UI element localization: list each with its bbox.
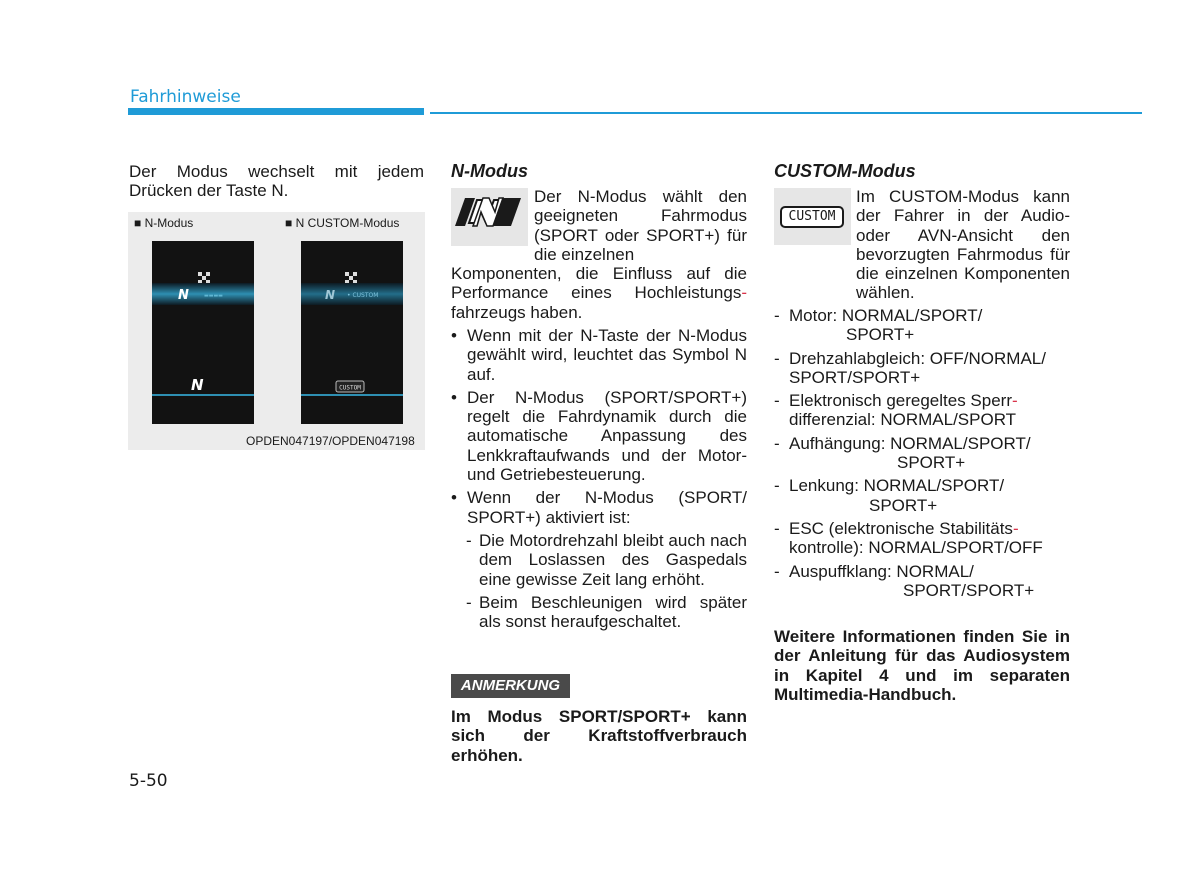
n-custom-display-graphic	[301, 241, 403, 424]
n-mode-display-graphic	[152, 241, 254, 424]
list-item	[774, 562, 1070, 601]
hyphen-mark: -	[1012, 518, 1019, 538]
n-mode-paragraph-a: Der N-Modus wählt den geeigneten Fahrmodus (SPORT oder SPORT+) für die einzelnen	[534, 187, 747, 264]
note-text: Im Modus SPORT/SPORT+ kann sich der Kraftstoffverbrauch erhöhen.	[451, 707, 747, 765]
item-line	[789, 519, 1070, 538]
figure-caption-right	[285, 216, 399, 230]
item-line-part: ESC (elektronische Stabilitäts	[789, 518, 1013, 538]
item-line: kontrolle): NORMAL/SPORT/OFF	[789, 538, 1043, 558]
bullet-text: Der N-Modus (SPORT/SPORT+) regelt die Fahrdynamik durch die automatische Anpassung des Lenkkraftaufwands und der Motor- und Getriebesteuerung.	[467, 387, 747, 485]
list-item	[774, 476, 1070, 515]
custom-screen-label: • CUSTOM	[347, 292, 379, 299]
n-mode-button-icon	[451, 188, 528, 246]
list-item	[774, 434, 1070, 473]
custom-mode-heading: CUSTOM-Modus	[774, 161, 916, 181]
n-mode-faint-label: ▬▬▬▬	[204, 293, 223, 299]
list-item	[451, 326, 747, 384]
list-item	[774, 349, 1070, 388]
dash-mark: -	[774, 306, 780, 325]
caption-left-label: N-Modus	[144, 216, 194, 230]
bullet-text: Wenn der N-Modus (SPORT/ SPORT+) aktiviert ist:	[467, 488, 747, 527]
list-item	[774, 519, 1070, 558]
n-logo-icon	[451, 188, 528, 246]
item-line: SPORT+	[846, 325, 915, 345]
hyphen-mark: -	[741, 283, 747, 303]
intro-paragraph: Der Modus wechselt mit jedem Drücken der Taste N.	[129, 162, 424, 201]
list-item	[451, 388, 747, 484]
custom-button-icon	[774, 188, 851, 245]
n-mode-heading: N-Modus	[451, 161, 528, 181]
dash-mark: -	[774, 518, 780, 538]
bullet-mark: •	[451, 488, 457, 508]
dash-mark: -	[774, 348, 780, 368]
custom-mode-component-list	[774, 306, 1070, 604]
n-logo-icon: N	[178, 288, 189, 303]
custom-badge-label: CUSTOM	[780, 206, 844, 228]
bullet-text: Wenn mit der N-Taste der N-Modus gewählt wird, leuchtet das Symbol N auf.	[467, 326, 747, 384]
subbullet-text: Beim Beschleunigen wird später als sonst heraufgeschaltet.	[479, 592, 747, 632]
list-item	[774, 391, 1070, 430]
list-item	[451, 531, 747, 589]
n-logo-icon: N	[191, 376, 204, 394]
list-item	[774, 306, 1070, 345]
item-line	[789, 391, 1070, 410]
dash-mark: -	[466, 530, 472, 550]
n-mode-paragraph-b-part1: Komponenten, die Einfluss auf die Performance eines Hochleistungs	[451, 264, 747, 303]
figure-code: OPDEN047197/OPDEN047198	[246, 434, 415, 448]
item-line: SPORT+	[869, 495, 938, 515]
n-mode-display	[152, 241, 254, 424]
dash-mark: -	[466, 592, 472, 612]
item-line: Auspuffklang: NORMAL/	[789, 561, 974, 581]
note-label: ANMERKUNG	[451, 674, 570, 698]
item-line-part: Elektronisch geregeltes Sperr	[789, 391, 1013, 411]
custom-mode-paragraph: Im CUSTOM-Modus kann der Fahrer in der Audio- oder AVN-Ansicht den bevorzugten Fahrmodus für die einzelnen Komponenten wählen.	[856, 187, 1070, 303]
n-mode-paragraph-b	[451, 264, 747, 322]
item-line: SPORT/SPORT+	[903, 580, 1035, 600]
item-line: differenzial: NORMAL/SPORT	[789, 410, 1017, 430]
n-mode-paragraph-b-part2: fahrzeugs haben.	[451, 302, 583, 322]
page-number: 5-50	[129, 771, 168, 791]
caption-right-label: N CUSTOM-Modus	[295, 216, 400, 230]
section-title: Fahrhinweise	[130, 87, 241, 107]
item-line: SPORT+	[897, 453, 966, 473]
hyphen-mark: -	[1012, 391, 1018, 411]
list-item	[451, 593, 747, 632]
item-line: SPORT/SPORT+	[789, 367, 921, 387]
n-mode-bullet-list	[451, 326, 747, 635]
item-line: Drehzahlabgleich: OFF/NORMAL/	[789, 348, 1046, 368]
bullet-mark: •	[451, 387, 457, 407]
custom-screen-button-label: CUSTOM	[339, 384, 361, 392]
figure-caption-left	[134, 216, 193, 230]
n-logo-icon: N	[325, 288, 336, 302]
dash-mark: -	[774, 476, 780, 496]
dash-mark: -	[774, 561, 780, 581]
more-info-paragraph: Weitere Informationen finden Sie in der Anleitung für das Audiosystem in Kapitel 4 und im separaten Multimedia-Handbuch.	[774, 627, 1070, 704]
item-line: Aufhängung: NORMAL/SPORT/	[789, 433, 1031, 453]
item-line: Lenkung: NORMAL/SPORT/	[789, 476, 1005, 496]
list-item	[451, 488, 747, 527]
subbullet-text: Die Motordrehzahl bleibt auch nach dem Loslassen des Gaspedals eine gewisse Zeit lang erhöht.	[479, 530, 747, 589]
dash-mark: -	[774, 391, 780, 411]
bullet-mark: •	[451, 326, 457, 345]
header-rule-thick	[128, 108, 424, 115]
n-custom-display	[301, 241, 403, 424]
item-line: Motor: NORMAL/SPORT/	[789, 306, 983, 325]
header-rule-thin	[430, 112, 1142, 114]
caption-square-icon: ■	[285, 216, 293, 230]
dash-mark: -	[774, 433, 780, 453]
caption-square-icon: ■	[134, 216, 142, 230]
